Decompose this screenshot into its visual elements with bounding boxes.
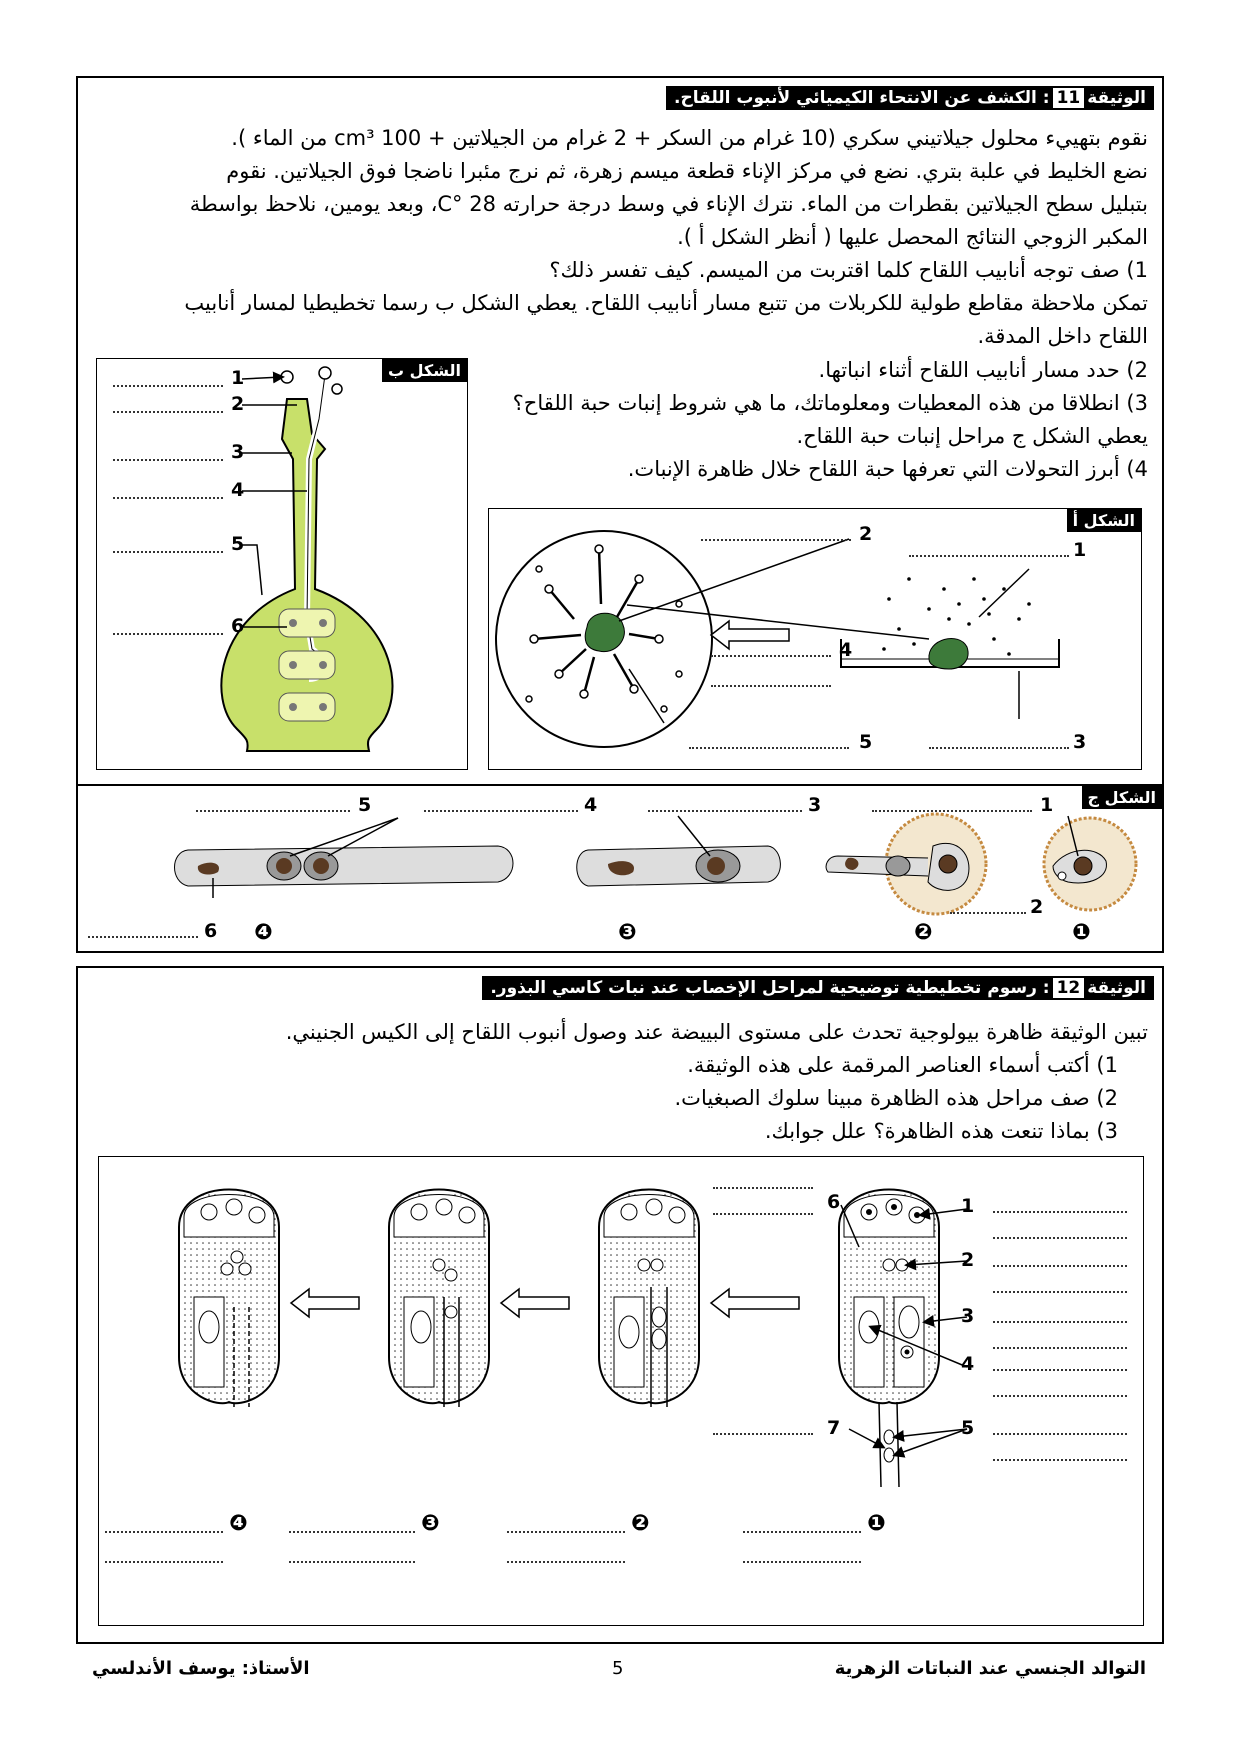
doc12-intro: تبين الوثيقة ظاهرة بيولوجية تحدث على مستوى البييضة عند وصول أنبوب اللقاح إلى الكيس الجنيني. [285, 1020, 1148, 1044]
doc12-answer-7[interactable] [713, 1433, 813, 1435]
doc12-title: الوثيقة12: رسوم تخطيطية توضيحية لمراحل الإخصاب عند نبات كاسي البذور. [482, 976, 1154, 1000]
stage-2-answer-a[interactable] [507, 1531, 625, 1533]
fig-a-label-5: 5 [859, 731, 873, 753]
doc12-stage-2: ❷ [631, 1511, 650, 1536]
question-2: 2) حدد مسار أنابيب اللقاح أثناء انباتها. [818, 358, 1148, 382]
fertilization-figure [98, 1156, 1144, 1626]
fig-b-label-3: 3 [231, 441, 245, 463]
fig-a-label-3: 3 [1073, 731, 1087, 753]
fig-c-answer-6[interactable] [88, 936, 198, 938]
fig-b-answer-6[interactable] [113, 633, 223, 635]
fig-c-stage-1: ❶ [1072, 920, 1091, 945]
fig-c-answer-3[interactable] [648, 810, 802, 812]
doc12-answer-1b[interactable] [993, 1237, 1127, 1239]
doc12-question-1: 1) أكتب أسماء العناصر المرقمة على هذه الوثيقة. [687, 1053, 1118, 1077]
doc12-label-1: 1 [961, 1195, 975, 1217]
ovules [279, 609, 335, 721]
stage-3-answer-a[interactable] [289, 1531, 415, 1533]
doc12-label-5: 5 [961, 1417, 975, 1439]
fig-c-answer-5[interactable] [196, 810, 350, 812]
doc12-question-2: 2) صف مراحل هذه الظاهرة مبينا سلوك الصبغيات. [674, 1086, 1118, 1110]
arrow-2-3 [501, 1289, 569, 1317]
figure-b [96, 358, 468, 770]
stage-4-answer-a[interactable] [105, 1531, 223, 1533]
ovule-stage-3 [389, 1190, 489, 1408]
doc11-questions [488, 354, 1148, 486]
doc12-answer-6[interactable] [713, 1187, 813, 1189]
figure-c-tag: الشكل ج [1082, 786, 1162, 809]
arrow-3-4 [291, 1289, 359, 1317]
doc12-answer-1[interactable] [993, 1211, 1127, 1213]
fig-a-label-2: 2 [859, 523, 873, 545]
doc12-answer-2[interactable] [993, 1265, 1127, 1267]
arrow-to-zoom [711, 621, 789, 649]
fig-c-label-3: 3 [808, 794, 822, 816]
fig-b-label-5: 5 [231, 533, 245, 555]
pistil-diagram [97, 359, 469, 771]
doc12-label-4: 4 [961, 1353, 975, 1375]
ovule-stage-2 [599, 1190, 699, 1408]
doc12-answer-2b[interactable] [993, 1291, 1127, 1293]
fig-a-answer-2[interactable] [701, 539, 851, 541]
fig-c-stage-2: ❷ [914, 920, 933, 945]
doc12-label-6: 6 [827, 1191, 841, 1213]
doc12-answer-4[interactable] [993, 1369, 1127, 1371]
doc11-frame [76, 76, 1164, 953]
mid-line-2: اللقاح داخل المدقة. [977, 324, 1148, 348]
fig-c-stage-3: ❸ [618, 920, 637, 945]
footer-teacher: الأستاذ: يوسف الأندلسي [92, 1658, 310, 1679]
figure-a [488, 508, 1142, 770]
fig-c-label-2: 2 [1030, 896, 1044, 918]
doc12-answer-4b[interactable] [993, 1395, 1127, 1397]
fig-b-answer-3[interactable] [113, 459, 223, 461]
pollen-grain-3 [332, 384, 342, 394]
stage3-tube [577, 846, 781, 886]
fig-a-answer-5[interactable] [689, 747, 849, 749]
stage-1-answer-b[interactable] [743, 1561, 861, 1563]
fig-b-label-4: 4 [231, 479, 245, 501]
doc12-label-3: 3 [961, 1305, 975, 1327]
doc12-stage-1: ❶ [867, 1511, 886, 1536]
figure-b-tag: الشكل ب [382, 359, 467, 382]
arrow-1-2 [711, 1289, 799, 1317]
doc11-title: الوثيقة11: الكشف عن الانتحاء الكيميائي لأنبوب اللقاح. [666, 86, 1154, 110]
doc12-answer-5[interactable] [993, 1433, 1127, 1435]
pollen-grain-1 [281, 371, 293, 383]
stage4-tube [175, 846, 514, 886]
doc12-answer-5b[interactable] [993, 1459, 1127, 1461]
stigma-piece [929, 638, 968, 669]
question-1: 1) صف توجه أنابيب اللقاح كلما اقتربت من الميسم. كيف تفسر ذلك؟ [549, 258, 1148, 282]
doc12-text [92, 1016, 1148, 1148]
question-4: 4) أبرز التحولات التي تعرفها حبة اللقاح خلال ظاهرة الإنبات. [627, 457, 1148, 481]
ovule-stage-4 [179, 1190, 279, 1408]
stage-1-answer-a[interactable] [743, 1531, 861, 1533]
doc12-answer-3b[interactable] [993, 1347, 1127, 1349]
stigma-piece-zoom [585, 613, 624, 651]
fig-c-label-4: 4 [584, 794, 598, 816]
doc12-label-7: 7 [827, 1417, 841, 1439]
fig-b-answer-1[interactable] [113, 385, 223, 387]
fig-a-answer-4a[interactable] [711, 655, 831, 657]
fig-c-answer-4[interactable] [424, 810, 578, 812]
intro-line-4: المكبر الزوجي النتائج المحصل عليها ( أنظر الشكل أ ). [677, 225, 1148, 249]
intro-line-1: نقوم بتهييء محلول جيلاتيني سكري (10 غرام من السكر + 2 غرام من الجيلاتين + 100 cm³ من الماء ). [231, 126, 1148, 150]
fig-c-intro: يعطي الشكل ج مراحل إنبات حبة اللقاح. [796, 424, 1148, 448]
ovule-stages-diagram [99, 1157, 1145, 1627]
mid-line-1: تمكن ملاحظة مقاطع طولية للكربلات من تتبع مسار أنابيب اللقاح. يعطي الشكل ب رسما تخطيطيا لمسار أنابيب [184, 291, 1148, 315]
fig-b-label-1: 1 [231, 367, 245, 389]
doc12-question-3: 3) بماذا تنعت هذه الظاهرة؟ علل جوابك. [764, 1119, 1118, 1143]
figure-c [78, 784, 1162, 951]
doc12-frame [76, 966, 1164, 1644]
fig-c-label-1: 1 [1040, 794, 1054, 816]
footer-page-number: 5 [612, 1658, 624, 1679]
footer-course-title: التوالد الجنسي عند النباتات الزهرية [834, 1658, 1146, 1679]
fig-b-label-6: 6 [231, 615, 245, 637]
figure-a-tag: الشكل أ [1067, 509, 1141, 532]
fig-c-label-5: 5 [358, 794, 372, 816]
doc12-label-2: 2 [961, 1249, 975, 1271]
fig-a-label-1: 1 [1073, 539, 1087, 561]
doc12-answer-3[interactable] [993, 1321, 1127, 1323]
fig-a-answer-1[interactable] [909, 555, 1069, 557]
fig-c-answer-2[interactable] [950, 912, 1026, 914]
stage-4-answer-b[interactable] [105, 1561, 223, 1563]
doc12-stage-3: ❸ [421, 1511, 440, 1536]
pollen-grain-2 [319, 367, 331, 379]
fig-c-stage-4: ❹ [254, 920, 273, 945]
doc12-answer-6b[interactable] [713, 1213, 813, 1215]
fig-c-answer-1[interactable] [872, 810, 1032, 812]
stage-2-answer-b[interactable] [507, 1561, 625, 1563]
intro-line-3: بتبليل سطح الجيلاتين بقطرات من الماء. نترك الإناء في وسط درجة حرارته 28 °C، وبعد يومين، نلاحظ بواسطة [189, 192, 1148, 216]
fig-a-answer-4b[interactable] [711, 685, 831, 687]
intro-line-2: نضع الخليط في علبة بتري. نضع في مركز الإناء قطعة ميسم زهرة، ثم نرج مئبرا ناضجا فوق الجيلاتين. نقوم [226, 159, 1148, 183]
question-3: 3) انطلاقا من هذه المعطيات ومعلوماتك، ما هي شروط إنبات حبة اللقاح؟ [512, 391, 1148, 415]
fig-a-label-4: 4 [839, 639, 853, 661]
doc11-text [92, 122, 1148, 353]
fig-a-answer-3[interactable] [929, 747, 1069, 749]
fig-b-answer-5[interactable] [113, 551, 223, 553]
petri-diagram [489, 509, 1143, 771]
stage-3-answer-b[interactable] [289, 1561, 415, 1563]
doc12-stage-4: ❹ [229, 1511, 248, 1536]
fig-b-answer-2[interactable] [113, 411, 223, 413]
fig-b-label-2: 2 [231, 393, 245, 415]
fig-c-label-6: 6 [204, 920, 218, 942]
fig-b-answer-4[interactable] [113, 497, 223, 499]
